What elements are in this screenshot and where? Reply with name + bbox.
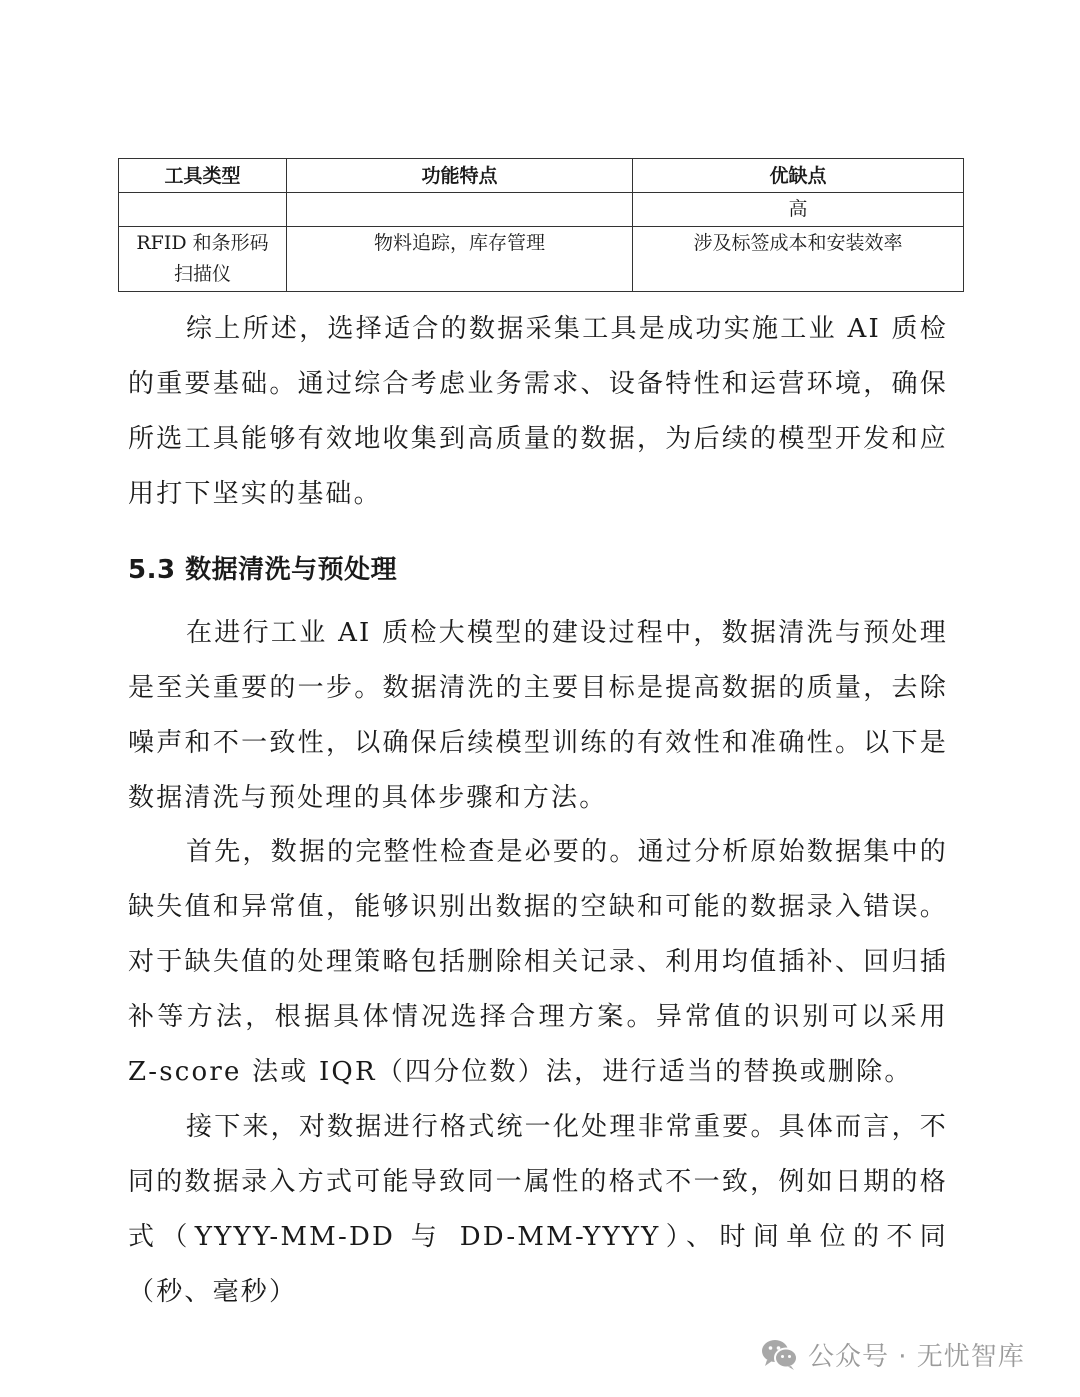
watermark <box>760 1334 1025 1374</box>
header-pros-cons: 优缺点 <box>633 159 964 193</box>
format-paragraph: 接下来，对数据进行格式统一化处理非常重要。具体而言，不同的数据录入方式可能导致同一属性的格式不一致，例如日期的格式（YYYY-MM-DD 与 DD-MM-YYYY）、时间单位的不同（秒、毫秒） <box>128 1112 948 1307</box>
summary-paragraph: 综上所述，选择适合的数据采集工具是成功实施工业 AI 质检的重要基础。通过综合考虑业务需求、设备特性和运营环境，确保所选工具能够有效地收集到高质量的数据，为后续的模型开发和应用打下坚实的基础。 <box>128 314 948 509</box>
table-cell: RFID 和条形码扫描仪 <box>119 227 287 292</box>
table-cell <box>119 193 287 227</box>
completeness-paragraph: 首先，数据的完整性检查是必要的。通过分析原始数据集中的缺失值和异常值，能够识别出数据的空缺和可能的数据录入错误。对于缺失值的处理策略包括删除相关记录、利用均值插补、回归插补等方法，根据具体情况选择合理方案。异常值的识别可以采用 Z-score 法或 IQR（四分位数）法，进行适当的替换或删除。 <box>128 837 948 1087</box>
table-row <box>119 227 964 292</box>
watermark-text: 公众号 · 无忧智库 <box>808 1341 1025 1372</box>
header-features: 功能特点 <box>287 159 633 193</box>
table-cell <box>287 193 633 227</box>
section-heading: 5.3 数据清洗与预处理 <box>128 555 398 585</box>
tool-comparison-table <box>118 158 964 292</box>
table-cell: 物料追踪，库存管理 <box>287 227 633 292</box>
table-header-row <box>119 159 964 193</box>
table-row <box>119 193 964 227</box>
intro-paragraph: 在进行工业 AI 质检大模型的建设过程中，数据清洗与预处理是至关重要的一步。数据清洗的主要目标是提高数据的质量，去除噪声和不一致性，以确保后续模型训练的有效性和准确性。以下是数据清洗与预处理的具体步骤和方法。 <box>128 618 948 813</box>
table-cell: 高 <box>633 193 964 227</box>
wechat-icon <box>760 1337 798 1371</box>
header-tool-type: 工具类型 <box>119 159 287 193</box>
table-cell: 涉及标签成本和安装效率 <box>633 227 964 292</box>
